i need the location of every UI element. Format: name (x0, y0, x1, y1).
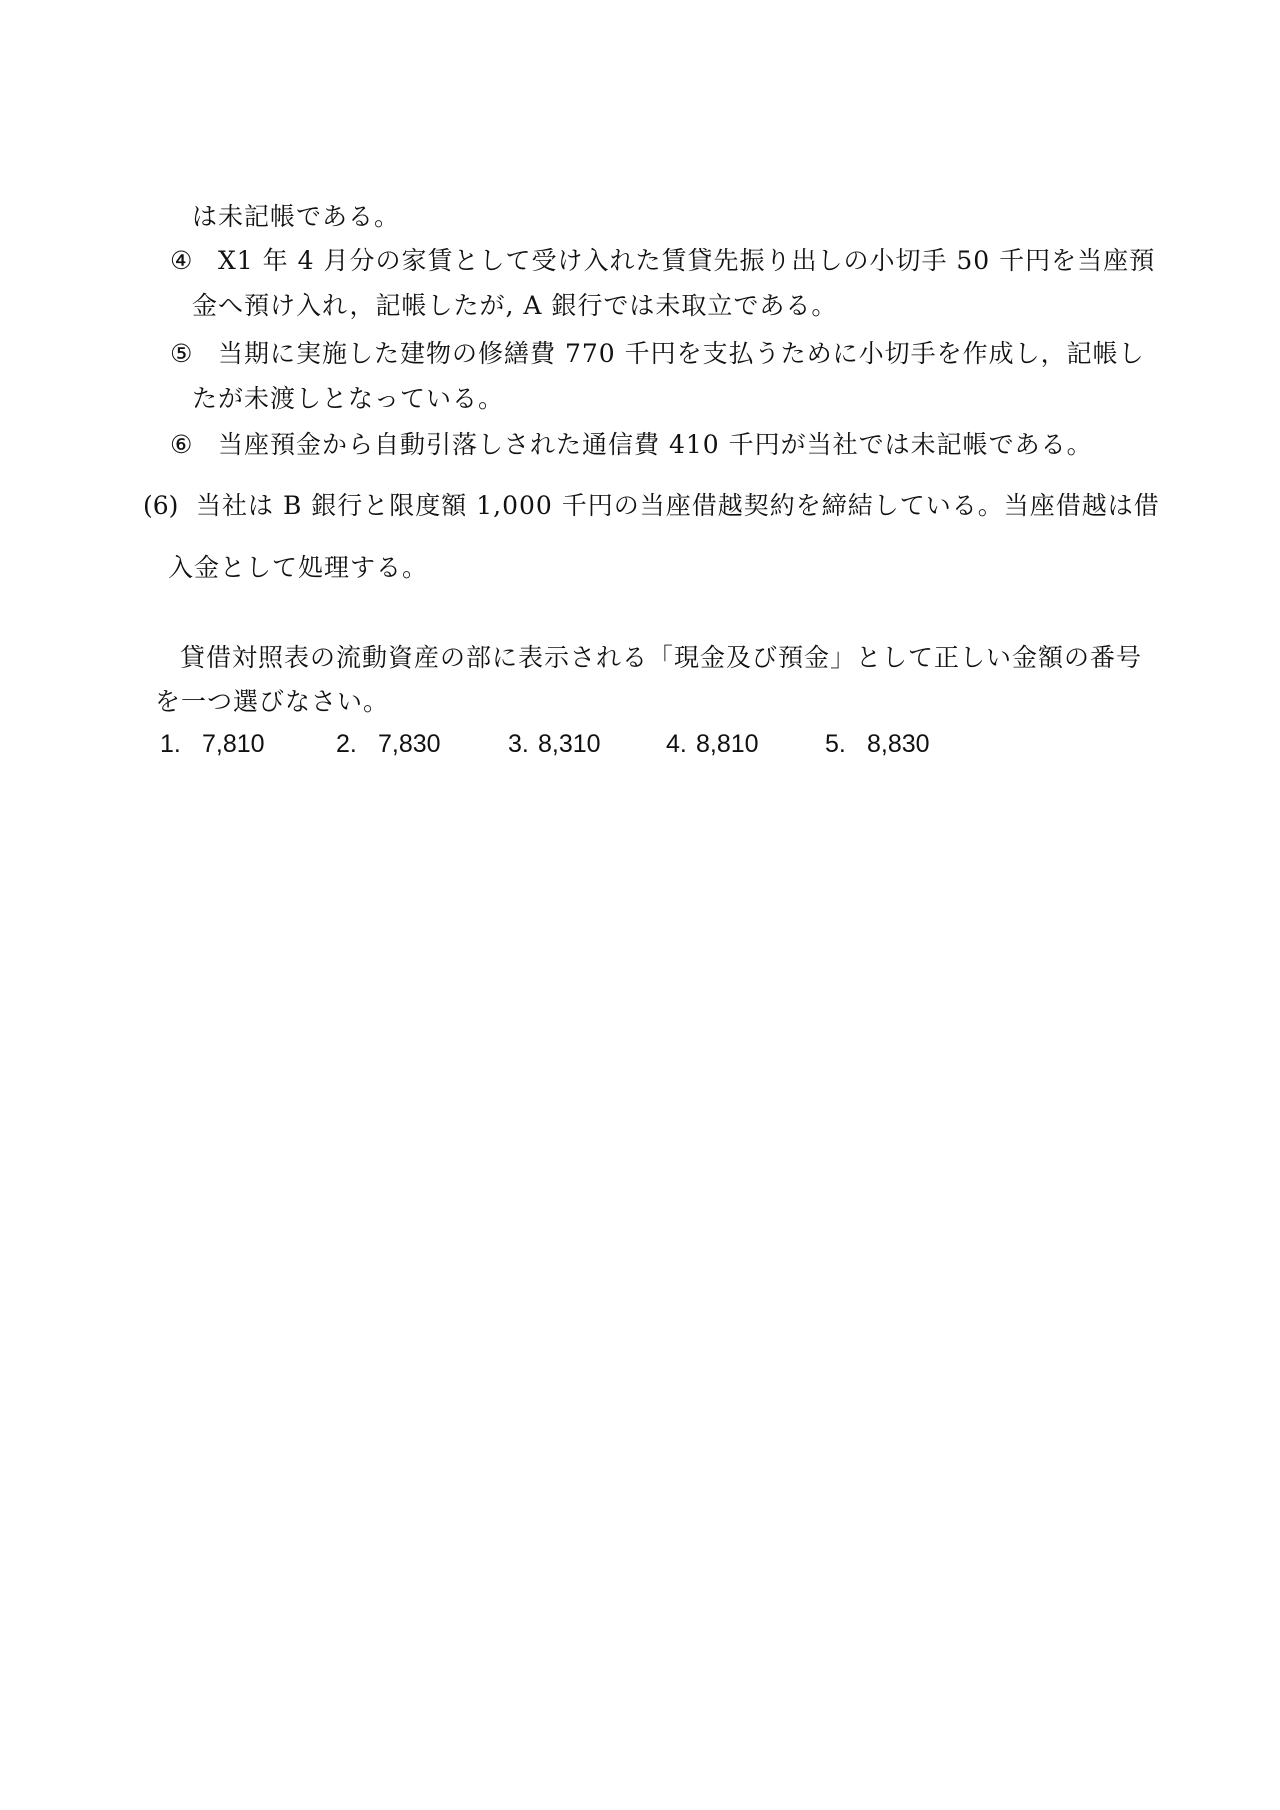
note-marker-6: (6) (143, 491, 179, 520)
answer-choice-4 (666, 727, 759, 761)
item-6-line-1: 当座預金から自動引落しされた通信費 410 千円が当社では未記帳である。 (218, 430, 1093, 459)
intro-line: は未記帳である。 (192, 202, 401, 231)
answer-choice-3 (508, 727, 601, 761)
answer-choice-2 (336, 727, 441, 761)
item-marker-5: ⑤ (170, 339, 193, 368)
item-5-line-2: たが未渡しとなっている。 (192, 384, 505, 413)
item-4-line-2: 金へ預け入れ，記帳したが, A 銀行では未取立である。 (192, 291, 838, 320)
choice-number: 5. (825, 730, 846, 758)
choice-value: 7,810 (202, 730, 265, 758)
item-5-line-1: 当期に実施した建物の修繕費 770 千円を支払うために小切手を作成し，記帳し (218, 339, 1145, 368)
choice-value: 8,310 (538, 730, 601, 758)
item-marker-6: ⑥ (170, 430, 193, 459)
note-6-line-2: 入金として処理する。 (168, 553, 429, 582)
answer-choice-1 (160, 727, 265, 761)
choice-value: 7,830 (378, 730, 441, 758)
note-6-line-1: 当社は B 銀行と限度額 1,000 千円の当座借越契約を締結している。当座借越は借 (196, 491, 1160, 520)
choice-number: 1. (160, 730, 181, 758)
choice-number: 4. (666, 730, 687, 758)
choice-number: 3. (508, 730, 529, 758)
answer-choice-5 (825, 727, 930, 761)
item-marker-4: ④ (170, 246, 193, 275)
choice-value: 8,830 (867, 730, 930, 758)
choice-number: 2. (336, 730, 357, 758)
choice-value: 8,810 (696, 730, 759, 758)
question-line-2: を一つ選びなさい。 (155, 687, 390, 716)
item-4-line-1: X1 年 4 月分の家賃として受け入れた賃貸先振り出しの小切手 50 千円を当座預 (218, 246, 1156, 275)
question-line-1: 貸借対照表の流動資産の部に表示される「現金及び預金」として正しい金額の番号 (180, 643, 1143, 672)
